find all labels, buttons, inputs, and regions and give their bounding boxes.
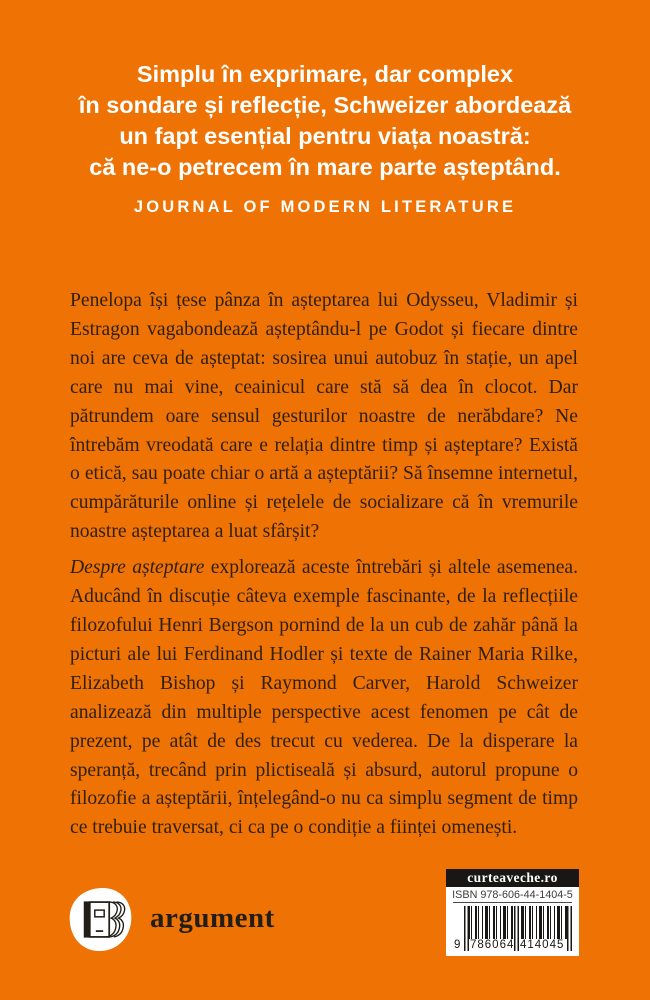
ean-digits <box>454 939 574 952</box>
isbn-divider <box>453 902 572 903</box>
quote-line: un fapt esențial pentru viața noastră: <box>119 123 531 149</box>
synopsis-paragraph-2-text: explorează aceste întrebări și altele asemenea. Aducând în discuție câteva exemple fascinante, de la reflecțiile filozofului Henri Bergson pornind de la un cub de zahăr până la picturi ale lui Ferdinand Hodler și texte de Rainer Maria Rilke, Elizabeth Bishop și Raymond Carver, Harold Schweizer analizează din multiple perspective acest fenomen pe cât de prezent, pe atât de des trecut cu vederea. De la disperare la speranță, trecând prin plictiseală și absurd, autorul propune o filozofie a așteptării, înțelegând-o nu ca simplu segment de timp ce trebuie traversat, ci ca pe o condiție a ființei omenești. <box>70 557 578 839</box>
isbn-barcode-box <box>446 869 579 956</box>
synopsis-paragraph-1: Penelopa își țese pânza în așteptarea lui Odysseu, Vladimir și Estragon vagabondează așteptându-l pe Godot și fiecare dintre noi are ceva de așteptat: sosirea unui autobuz în stație, un apel care nu mai vine, ceainicul care stă să dea în clocot. Dar pătrundem oare sensul gesturilor noastre de nerăbdare? Ne întrebăm vreodată care e relația dintre timp și așteptare? Există o etică, sau poate chiar o artă a așteptării? Să însemne internetul, cumpărăturile online și rețelele de socializare că în vremurile noastre așteptarea a luat sfârșit? <box>70 290 578 543</box>
synopsis-paragraph-2 <box>70 554 578 843</box>
quote-source: JOURNAL OF MODERN LITERATURE <box>133 198 517 216</box>
publisher-website: curteaveche.ro <box>446 869 579 887</box>
synopsis <box>70 287 578 843</box>
book-with-fluttering-pages-icon <box>67 886 134 953</box>
review-quote <box>0 59 650 217</box>
book-title-italic: Despre așteptare <box>70 557 205 579</box>
ean-barcode <box>454 906 574 952</box>
quote-line: Simplu în exprimare, dar complex <box>136 61 514 87</box>
ean-lead-digit: 9 <box>454 939 461 951</box>
quote-line: în sondare și reflecție, Schweizer abordează <box>78 92 572 118</box>
ean-group-2: 414045 <box>520 939 565 951</box>
quote-line: că ne-o petrecem în mare parte așteptând. <box>89 154 561 180</box>
ean-group-1: 786064 <box>470 939 515 951</box>
isbn-number: ISBN 978-606-44-1404-5 <box>452 889 573 901</box>
imprint-name: argument <box>150 902 275 934</box>
